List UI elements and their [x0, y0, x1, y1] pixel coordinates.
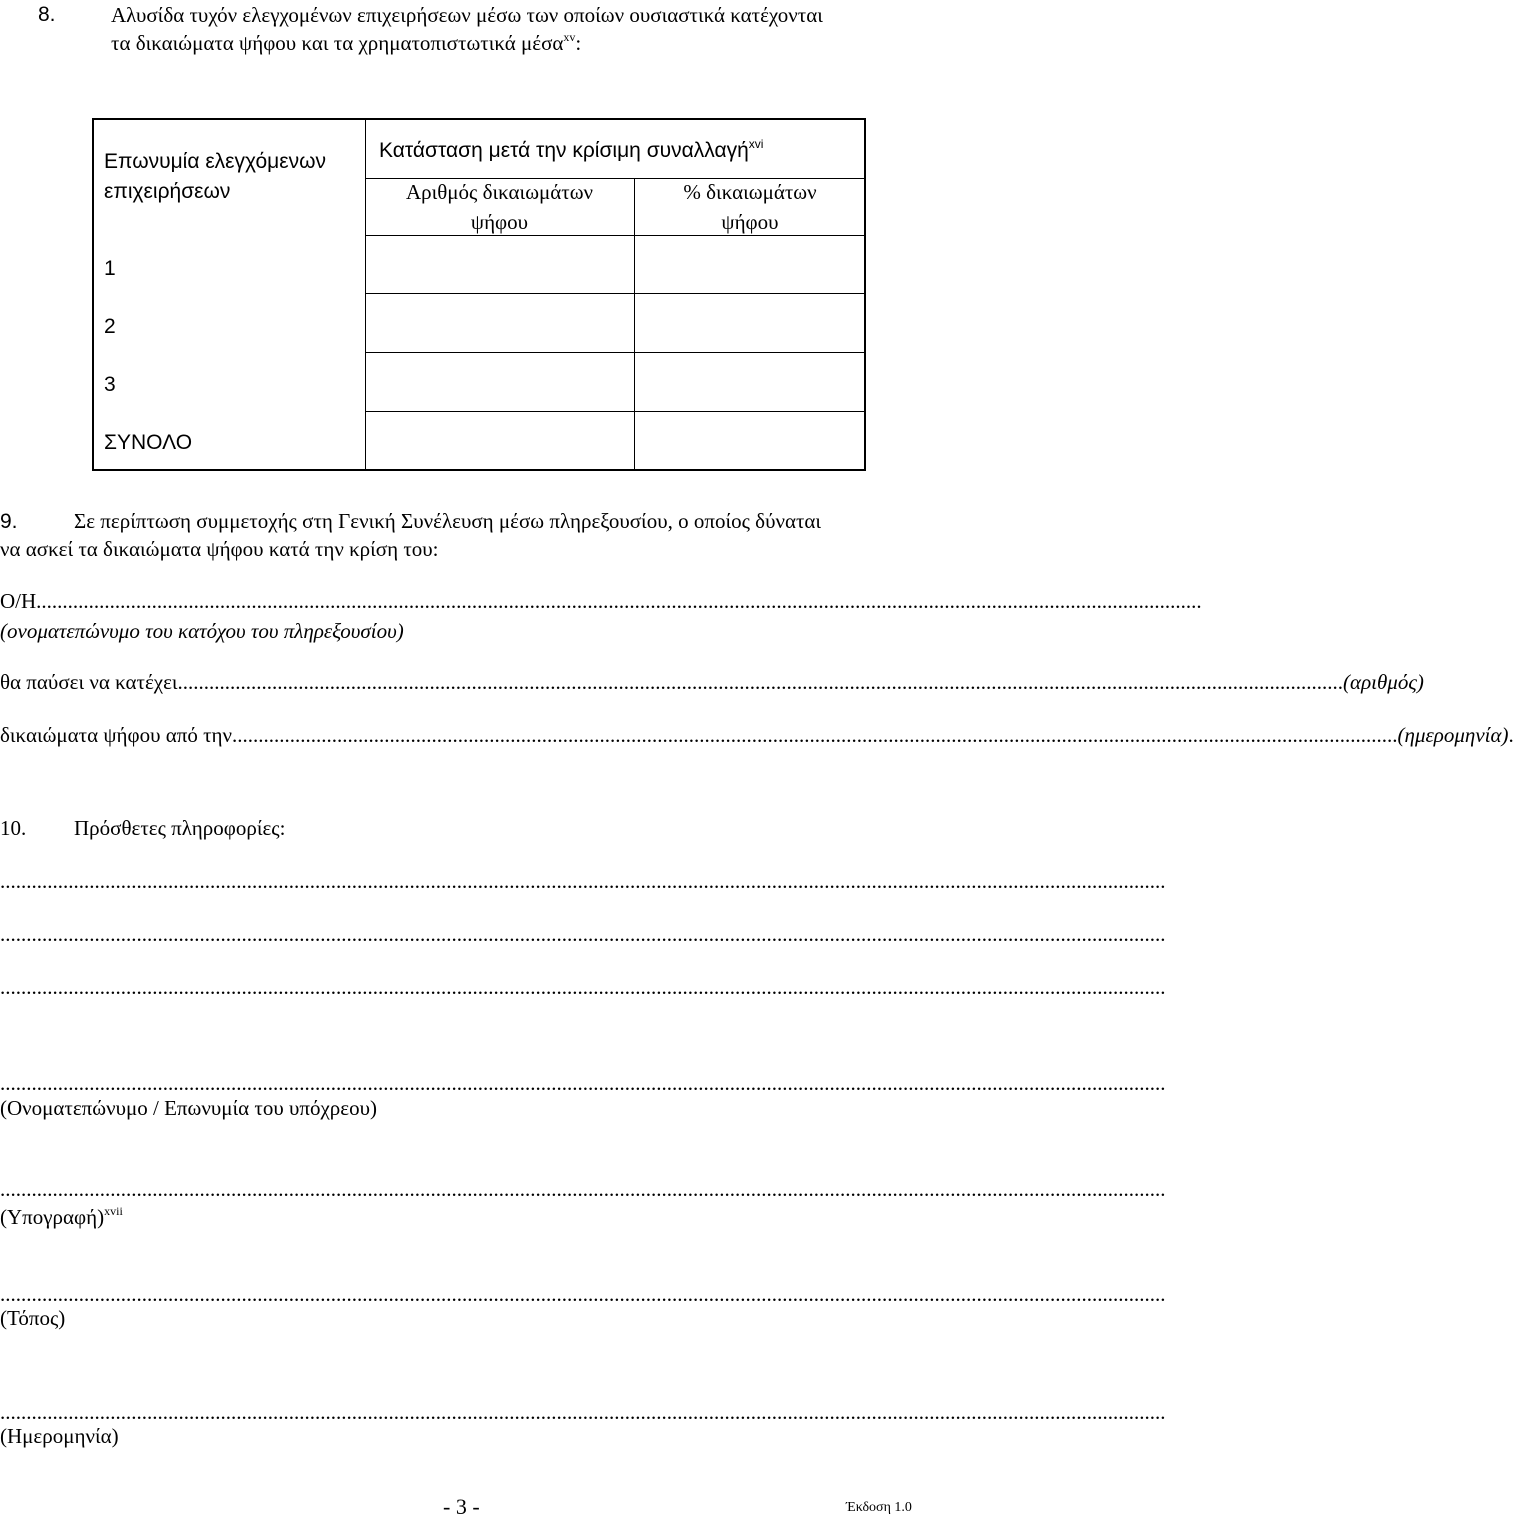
place-field[interactable]: ..............................................................................................................................................................................................................................: [0, 1282, 1166, 1306]
section-8-number: 8.: [38, 3, 56, 26]
table-row-line-2: [365, 293, 866, 294]
col1-header-line2: επιχειρήσεων: [104, 180, 231, 203]
signature-label-text: (Υπογραφή): [0, 1205, 105, 1229]
rights-count-field[interactable]: ..............................................................................................................................................................................................................................: [177, 670, 1344, 694]
page-number: - 3 -: [443, 1494, 480, 1519]
date-hint-period: .: [1508, 723, 1514, 747]
group-header: [379, 137, 763, 165]
signature-field[interactable]: ..............................................................................................................................................................................................................................: [0, 1177, 1166, 1201]
proxy-holder-hint: (ονοματεπώνυμο του κατόχου του πληρεξουσίου): [0, 619, 404, 643]
section-8-title-line2: [111, 31, 581, 56]
date-label: (Ημερομηνία): [0, 1424, 119, 1448]
rights-date-row: [0, 723, 1514, 748]
section-10-heading: [0, 816, 285, 841]
col2-header-line1: Αριθμός δικαιωμάτων: [405, 180, 594, 204]
cease-date-field[interactable]: ..............................................................................................................................................................................................................................: [232, 723, 1398, 747]
obligor-name-label: (Ονοματεπώνυμο / Επωνυμία του υπόχρεου): [0, 1096, 377, 1120]
section-9-text-line1: Σε περίπτωση συμμετοχής στη Γενική Συνέλευση μέσω πληρεξουσίου, ο οποίος δύναται: [74, 509, 822, 533]
additional-info-line-1[interactable]: ..............................................................................................................................................................................................................................: [0, 869, 1166, 893]
cease-label: θα παύσει να κατέχει: [0, 670, 178, 694]
footnote-xvii: xvii: [104, 1204, 123, 1218]
footnote-xvi: xvi: [748, 137, 764, 151]
section-9-number: 9.: [0, 510, 18, 533]
row-label-1: 1: [104, 257, 116, 280]
signature-label: [0, 1205, 123, 1230]
footnote-xv: xv: [563, 30, 576, 44]
additional-info-line-3[interactable]: ..............................................................................................................................................................................................................................: [0, 975, 1166, 999]
section-8-title-line2-text: τα δικαιώματα ψήφου και τα χρηματοπιστωτικά μέσα: [111, 31, 564, 55]
cease-row: [0, 670, 1424, 695]
section-9-line1: [0, 509, 821, 534]
date-field[interactable]: ..............................................................................................................................................................................................................................: [0, 1400, 1166, 1424]
proxy-holder-row: [0, 589, 1202, 614]
rights-label: δικαιώματα ψήφου από την: [0, 723, 233, 747]
table-row-line-3: [365, 352, 866, 353]
proxy-holder-field[interactable]: ..............................................................................................................................................................................................................................: [36, 589, 1202, 613]
col1-header-line1: Επωνυμία ελεγχόμενων: [104, 150, 327, 173]
group-header-text: Κατάσταση μετά την κρίσιμη συναλλαγή: [379, 139, 749, 162]
place-label: (Τόπος): [0, 1306, 66, 1330]
section-8-title-line1: Αλυσίδα τυχόν ελεγχομένων επιχειρήσεων μέσω των οποίων ουσιαστικά κατέχονται: [111, 3, 823, 27]
controlled-entities-table: [92, 118, 866, 471]
number-hint: (αριθμός): [1343, 670, 1424, 694]
version-label: Έκδοση 1.0: [846, 1500, 912, 1515]
table-border-bottom: [92, 469, 866, 471]
table-col-divider-1: [365, 118, 366, 471]
col2-header-line2: ψήφου: [470, 210, 529, 234]
row-label-3: 3: [104, 373, 116, 396]
row-label-2: 2: [104, 315, 116, 338]
table-border-top: [92, 118, 866, 120]
section-10-number: 10.: [0, 816, 27, 840]
section-8-colon: :: [575, 31, 582, 55]
section-9-line2: να ασκεί τα δικαιώματα ψήφου κατά την κρίση του:: [0, 537, 439, 561]
additional-info-line-2[interactable]: ..............................................................................................................................................................................................................................: [0, 922, 1166, 946]
obligor-name-field[interactable]: ..............................................................................................................................................................................................................................: [0, 1071, 1166, 1095]
table-border-right: [864, 118, 866, 471]
section-10-title: Πρόσθετες πληροφορίες:: [74, 816, 286, 840]
row-label-total: ΣΥΝΟΛΟ: [104, 431, 193, 454]
date-hint: (ημερομηνία): [1397, 723, 1509, 747]
col3-header-line1: % δικαιωμάτων: [683, 180, 817, 204]
col3-header-line2: ψήφου: [721, 210, 779, 234]
table-border-left: [92, 118, 94, 471]
oh-label: Ο/Η: [0, 589, 37, 613]
table-row-line-4: [365, 411, 866, 412]
